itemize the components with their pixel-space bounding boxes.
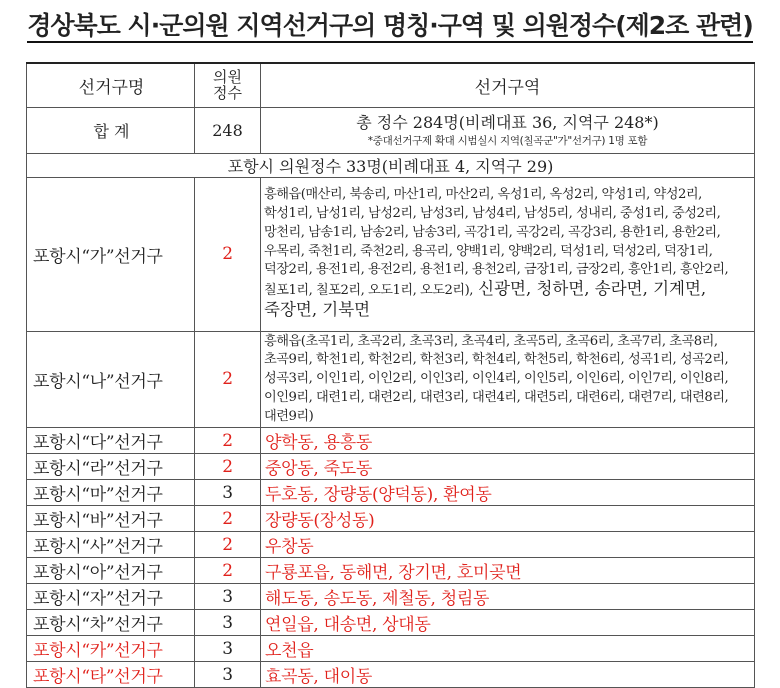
district-area: 효곡동, 대이동 [261, 662, 755, 688]
district-name: 포항시“다”선거구 [27, 428, 195, 454]
district-area: 우창동 [261, 532, 755, 558]
seat-count: 3 [195, 662, 261, 688]
table-row [27, 506, 755, 532]
district-name: 포항시“라”선거구 [27, 454, 195, 480]
table-row [27, 480, 755, 506]
district-name: 포항시“사”선거구 [27, 532, 195, 558]
table-row [27, 532, 755, 558]
table-row [27, 428, 755, 454]
table-row [27, 454, 755, 480]
city-summary-row [27, 153, 755, 177]
seat-count: 2 [195, 177, 261, 331]
area-villages: 흥해읍(매산리, 북송리, 마산1리, 마산2리, 옥성1리, 옥성2리, 약성1리, 약성2리, 학성1리, 남성1리, 남성2리, 남성3리, 남성4리, 남성5리, 성내리, 중성1리, 중성2리, 망천리, 남송1리, 남송2리, 남송3리, 곡강1리, 곡강2리, 곡강3리, 용한1리, 용한2리, 우목리, 죽천1리, 죽천2리, 용곡리, 양백1리, 양백2리, 덕성1리, 덕성2리, 덕장1리, 덕장2리, 용전1리, 용전2리, 용천1리, 용천2리, 금장1리, 금장2리, 흥안1리, 흥안2리, 칠포1리, 칠포2리, 오도1리, 오도2리), [264, 187, 729, 299]
total-count: 248 [195, 107, 261, 153]
table-row [27, 558, 755, 584]
header-seat-count [195, 63, 261, 107]
total-row [27, 107, 755, 153]
district-area [261, 177, 755, 331]
table-row [27, 331, 755, 428]
district-name: 포항시“타”선거구 [27, 662, 195, 688]
seat-count: 3 [195, 584, 261, 610]
area-townships: 신광면, 청하면, 송라면, 기계면, 죽장면, 기북면 [264, 279, 707, 319]
district-area: 오천읍 [261, 636, 755, 662]
district-name: 포항시“마”선거구 [27, 480, 195, 506]
district-name: 포항시“카”선거구 [27, 636, 195, 662]
district-area: 흥해읍(초곡1리, 초곡2리, 초곡3리, 초곡4리, 초곡5리, 초곡6리, 초곡7리, 초곡8리, 초곡9리, 학천1리, 학천2리, 학천3리, 학천4리, 학천5리, 학천6리, 성곡1리, 성곡2리, 성곡3리, 이인1리, 이인2리, 이인3리, 이인4리, 이인5리, 이인6리, 이인7리, 이인8리, 이인9리, 대련1리, 대련2리, 대련3리, 대련4리, 대련5리, 대련6리, 대련7리, 대련8리, 대련9리) [261, 331, 755, 428]
district-area: 해도동, 송도동, 제철동, 청림동 [261, 584, 755, 610]
header-seat-count-label: 의원 정수 [213, 68, 242, 103]
table-row [27, 610, 755, 636]
table-row [27, 584, 755, 610]
seat-count: 2 [195, 532, 261, 558]
seat-count: 2 [195, 331, 261, 428]
table-row [27, 177, 755, 331]
district-name: 포항시“차”선거구 [27, 610, 195, 636]
header-district-area: 선거구역 [261, 63, 755, 107]
district-name: 포항시“자”선거구 [27, 584, 195, 610]
seat-count: 2 [195, 428, 261, 454]
total-note: *중대선거구제 확대 시범실시 지역(칠곡군"가"선거구) 1명 포함 [367, 134, 648, 147]
district-area: 장량동(장성동) [261, 506, 755, 532]
header-district-name: 선거구명 [27, 63, 195, 107]
document-title: 경상북도 시·군의원 지역선거구의 명칭·구역 및 의원정수(제2조 관련) [0, 6, 780, 42]
district-area: 중앙동, 죽도동 [261, 454, 755, 480]
district-name: 포항시“바”선거구 [27, 506, 195, 532]
seat-count: 3 [195, 610, 261, 636]
district-area: 두호동, 장량동(양덕동), 환여동 [261, 480, 755, 506]
seat-count: 2 [195, 558, 261, 584]
table-row [27, 636, 755, 662]
district-name: 포항시“나”선거구 [27, 331, 195, 428]
total-label: 합 계 [27, 107, 195, 153]
city-summary: 포항시 의원정수 33명(비례대표 4, 지역구 29) [27, 153, 755, 177]
total-summary: 총 정수 284명(비례대표 36, 지역구 248*) [356, 112, 659, 132]
district-area: 구룡포읍, 동해면, 장기면, 호미곶면 [261, 558, 755, 584]
district-area: 양학동, 용흥동 [261, 428, 755, 454]
table-header-row [27, 63, 755, 107]
seat-count: 3 [195, 480, 261, 506]
seat-count: 3 [195, 636, 261, 662]
district-table [26, 62, 755, 688]
seat-count: 2 [195, 506, 261, 532]
total-summary-cell [261, 107, 755, 153]
district-name: 포항시“아”선거구 [27, 558, 195, 584]
district-area: 연일읍, 대송면, 상대동 [261, 610, 755, 636]
district-name: 포항시“가”선거구 [27, 177, 195, 331]
seat-count: 2 [195, 454, 261, 480]
